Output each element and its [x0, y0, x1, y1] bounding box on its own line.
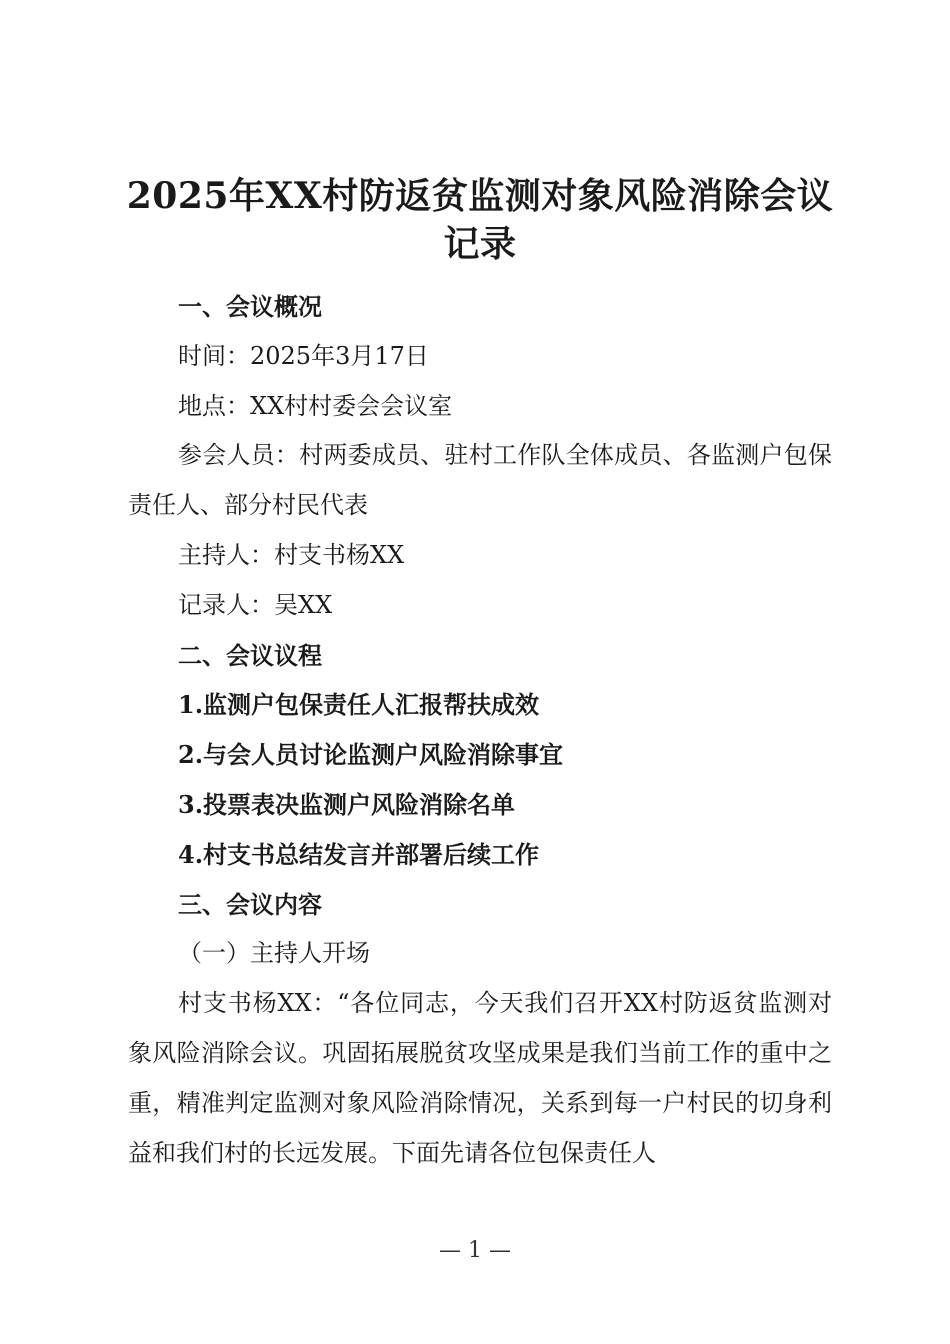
opening-speech-paragraph: 村支书杨XX：“各位同志，今天我们召开XX村防返贫监测对象风险消除会议。巩固拓展脱贫攻坚成果是我们当前工作的重中之重，精准判定监测对象风险消除情况，关系到每一户村民的切身利益和我们村的长远发展。下面先请各位包保责任人 — [128, 989, 832, 1167]
document-body — [128, 282, 832, 1178]
meeting-time: 时间：2025年3月17日 — [178, 341, 429, 370]
meeting-attendees: 参会人员：村两委成员、驻村工作队全体成员、各监测户包保责任人、部分村民代表 — [128, 441, 832, 520]
page-number: — 1 — — [439, 1238, 511, 1263]
agenda-item: 4.村支书总结发言并部署后续工作 — [178, 839, 540, 869]
agenda-item: 1.监测户包保责任人汇报帮扶成效 — [178, 690, 540, 720]
section-heading-content: 三、会议内容 — [178, 889, 322, 919]
meeting-place: 地点：XX村村委会会议室 — [178, 391, 453, 420]
meeting-host: 主持人：村支书杨XX — [178, 540, 405, 569]
section-heading-agenda: 二、会议议程 — [178, 640, 322, 670]
agenda-item: 3.投票表决监测户风险消除名单 — [178, 789, 516, 819]
subsection-heading-opening: （一）主持人开场 — [178, 939, 370, 968]
meeting-recorder: 记录人：吴XX — [178, 590, 333, 619]
section-heading-overview: 一、会议概况 — [178, 292, 322, 321]
agenda-item: 2.与会人员讨论监测户风险消除事宜 — [178, 740, 564, 770]
document-title: 2025年XX村防返贫监测对象风险消除会议记录 — [126, 175, 834, 265]
